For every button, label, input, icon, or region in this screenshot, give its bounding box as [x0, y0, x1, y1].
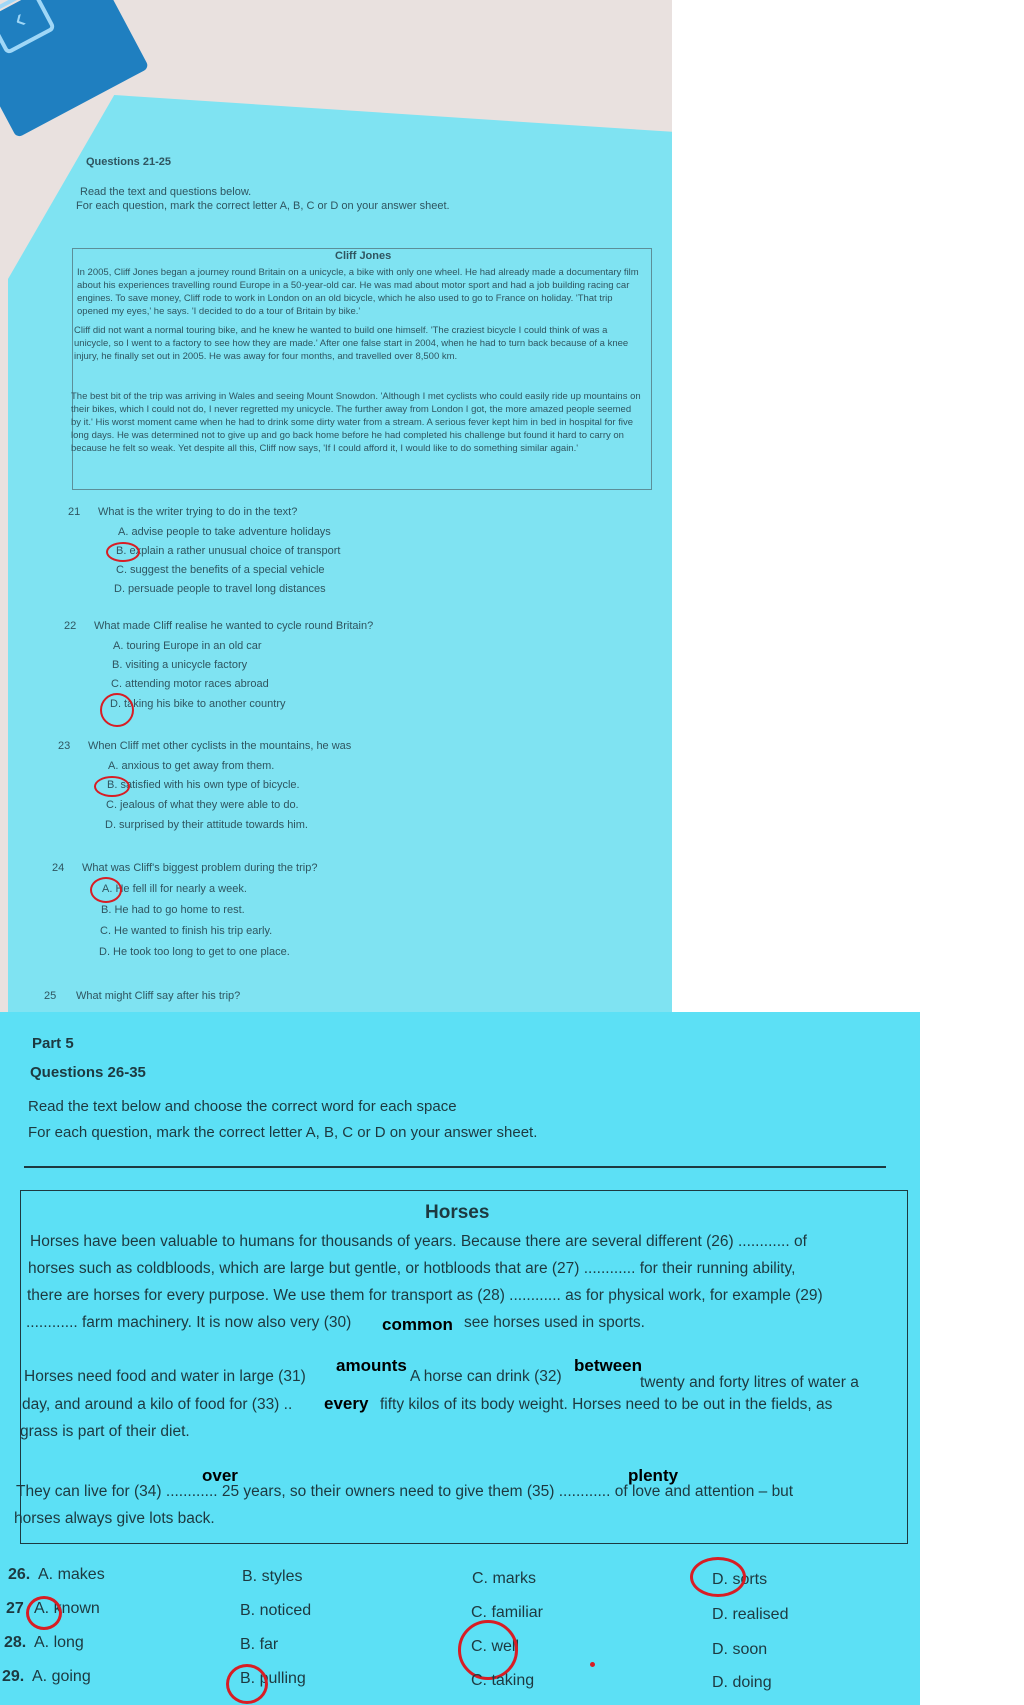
part-title: Part 5 — [32, 1035, 74, 1052]
q23-option-c: C. jealous of what they were able to do. — [106, 799, 299, 811]
row-27-option-d: D. realised — [712, 1606, 789, 1623]
q23-option-a: A. anxious to get away from them. — [108, 760, 275, 772]
row-27-number: 27 — [6, 1600, 24, 1617]
passage-title: Cliff Jones — [335, 250, 392, 262]
horses-line-5a: Horses need food and water in large (31) — [24, 1368, 306, 1385]
q24-option-d: D. He took too long to get to one place. — [99, 946, 290, 958]
horses-line-7: grass is part of their diet. — [20, 1423, 190, 1440]
q23-answer-circle — [94, 776, 130, 797]
answer-28-circle — [458, 1620, 518, 1680]
q21-answer-circle — [106, 542, 140, 562]
q22-option-a: A. touring Europe in an old car — [113, 640, 262, 652]
answer-29-circle — [226, 1664, 268, 1704]
passage-paragraph-2: Cliff did not want a normal touring bike, and he knew he wanted to build one himself. 'The craziest bicycle I could think of was a unicycle, so I went to a factory to see how they are made.' After one false start in 2004, when he had to turn back because of a knee injury, he finally set out in 2005. He was away for four months, and travelled over 8,500 km. — [74, 325, 629, 362]
q24-option-a: A. He fell ill for nearly a week. — [102, 883, 247, 895]
q21-option-b: B. explain a rather unusual choice of transport — [116, 545, 341, 557]
horses-line-6a: day, and around a kilo of food for (33) .. — [22, 1396, 293, 1413]
q24-number: 24 — [52, 862, 65, 874]
q24-text: What was Cliff's biggest problem during the trip? — [82, 862, 318, 874]
row-28-option-b: B. far — [240, 1636, 279, 1653]
answer-33-handwritten: every — [324, 1394, 369, 1413]
horses-line-2: horses such as coldbloods, which are large but gentle, or hotbloods that are (27) ............ for their running ability, — [28, 1260, 796, 1277]
horses-line-4b: see horses used in sports. — [464, 1314, 645, 1331]
passage-paragraph-3: The best bit of the trip was arriving in Wales and seeing Mount Snowdon. 'Although I met cyclists who could easily ride up mountains on their bikes, which I could not do, I never regretted my unicycle. The further away from London I got, the more amazed people seemed by it.' His worst moment came when he had to drink some dirty water from a stream. A serious fever kept him in bed in hospital for five long days. He was determined not to give up and go back home before he had completed his challenge but found it hard to carry on because he felt so weak. Yet despite all this, Cliff now says, 'If I could afford it, I would like to do something similar again.' — [71, 391, 641, 454]
row-28-number: 28. — [4, 1634, 27, 1651]
row-26-option-c: C. marks — [472, 1570, 536, 1587]
q24-answer-circle — [90, 877, 122, 903]
row-29-number: 29. — [2, 1668, 25, 1685]
row-29-option-d: D. doing — [712, 1674, 772, 1691]
q25-text: What might Cliff say after his trip? — [76, 990, 241, 1002]
horses-line-5b: A horse can drink (32) — [410, 1368, 562, 1385]
row-27-option-b: B. noticed — [240, 1602, 312, 1619]
horses-title: Horses — [425, 1202, 490, 1223]
row-28-option-c: C. well — [471, 1638, 520, 1655]
row-27-option-c: C. familiar — [471, 1604, 544, 1621]
q21-number: 21 — [68, 506, 81, 518]
horses-line-3: there are horses for every purpose. We use them for transport as (28) ............ as for physical work, for example (29) — [27, 1287, 823, 1304]
q22-number: 22 — [64, 620, 77, 632]
q23-option-b: B. satisfied with his own type of bicycle. — [107, 779, 300, 791]
horses-line-8: They can live for (34) ............ 25 years, so their owners need to give them (35) ............ of love and attention – but — [16, 1483, 794, 1500]
part5-instruction-2: For each question, mark the correct letter A, B, C or D on your answer sheet. — [28, 1124, 538, 1141]
horses-line-4a: ............ farm machinery. It is now also very (30) — [26, 1314, 352, 1331]
book-logo-icon: ‹ — [0, 0, 56, 55]
top-instruction-1: Read the text and questions below. — [80, 186, 252, 198]
q21-text: What is the writer trying to do in the text? — [98, 506, 298, 518]
divider-line — [24, 1166, 886, 1168]
part5-instruction-1: Read the text below and choose the correct word for each space — [28, 1098, 457, 1115]
passage-paragraph-1: In 2005, Cliff Jones began a journey round Britain on a unicycle, a bike with only one wheel. He had already made a documentary film about his experiences travelling round Europe in a 50-year-old car. He was mad about motor sport and had a job building racing car engines. To save money, Cliff rode to work in London on an old bicycle, which he also used to go to France on holiday. 'That trip opened my eyes,' he says. 'I decided to do a tour of Britain by bike.' — [77, 267, 639, 317]
answer-35-handwritten: plenty — [628, 1466, 679, 1485]
row-26-option-b: B. styles — [242, 1568, 303, 1585]
q23-text: When Cliff met other cyclists in the mountains, he was — [88, 740, 352, 752]
q22-option-b: B. visiting a unicycle factory — [112, 659, 248, 671]
q21-option-a: A. advise people to take adventure holidays — [118, 526, 331, 538]
row-29-option-c: C. taking — [471, 1672, 535, 1689]
row-26-number: 26. — [8, 1566, 31, 1583]
q21-option-c: C. suggest the benefits of a special vehicle — [116, 564, 325, 576]
row-27-option-a: A. known — [34, 1600, 100, 1617]
row-29-option-a: A. going — [32, 1668, 91, 1685]
row-29-option-b: B. pulling — [240, 1670, 306, 1687]
answer-31-handwritten: amounts — [336, 1356, 407, 1375]
questions-range: Questions 26-35 — [30, 1064, 146, 1081]
q24-option-b: B. He had to go home to rest. — [101, 904, 245, 916]
q21-option-d: D. persuade people to travel long distances — [114, 583, 326, 595]
q24-option-c: C. He wanted to finish his trip early. — [100, 925, 273, 937]
q25-number: 25 — [44, 990, 57, 1002]
horses-line-9: horses always give lots back. — [14, 1510, 215, 1527]
answer-32-handwritten: between — [574, 1356, 643, 1375]
q22-text: What made Cliff realise he wanted to cycle round Britain? — [94, 620, 374, 632]
row-28-option-d: D. soon — [712, 1641, 768, 1658]
red-pen-dot — [590, 1662, 595, 1667]
answer-30-handwritten: common — [382, 1315, 453, 1334]
horses-line-5c: twenty and forty litres of water a — [640, 1374, 859, 1391]
horses-line-6b: fifty kilos of its body weight. Horses need to be out in the fields, as — [380, 1396, 833, 1413]
top-instruction-2: For each question, mark the correct letter A, B, C or D on your answer sheet. — [76, 200, 450, 212]
answer-26-circle — [690, 1557, 746, 1597]
row-26-option-d: D. sorts — [712, 1571, 768, 1588]
q22-option-d: D. taking his bike to another country — [110, 698, 286, 710]
horses-line-1: Horses have been valuable to humans for thousands of years. Because there are several different (26) ............ of — [30, 1233, 807, 1250]
q22-answer-circle — [100, 693, 134, 727]
q23-number: 23 — [58, 740, 71, 752]
row-26-option-a: A. makes — [38, 1566, 105, 1583]
q22-option-c: C. attending motor races abroad — [111, 678, 269, 690]
q23-option-d: D. surprised by their attitude towards him. — [105, 819, 308, 831]
top-header: Questions 21-25 — [86, 156, 171, 168]
answer-34-handwritten: over — [202, 1466, 238, 1485]
answer-27-circle — [26, 1596, 62, 1630]
row-28-option-a: A. long — [34, 1634, 84, 1651]
